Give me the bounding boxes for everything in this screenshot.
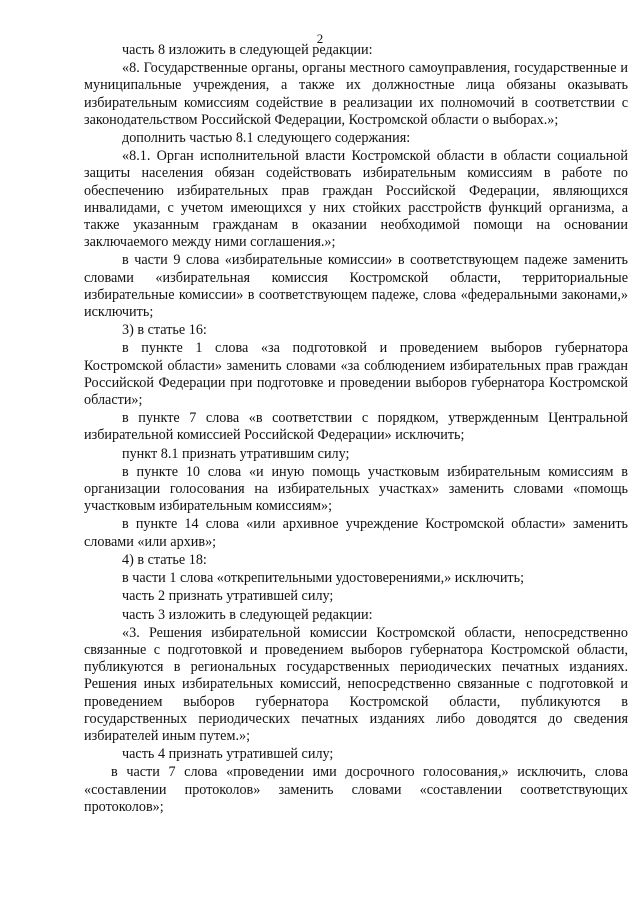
paragraph: 4) в статье 18: [122,551,207,568]
paragraph: «3. Решения избирательной комиссии Костромской области, непосредственно связанные с подготовкой и проведением выборов губернатора Костромской области, публикуются в региональных государственных периодических печатных изданиях. Решения иных избирательных комиссий, непосредственно связанные с подготовкой и проведением выборов губернатора Костромской области, публикуются в государственных периодических печатных изданиях либо доводятся до сведения избирателей иным путем.»; [84,624,628,744]
paragraph: 3) в статье 16: [122,322,207,339]
paragraph: пункт 8.1 признать утратившим силу; [122,445,350,462]
paragraph: в части 7 слова «проведении ими досрочного голосования,» исключить, слова «составлении протоколов» заменить словами «составлении соответствующих протоколов»; [84,764,628,815]
paragraph: в пункте 14 слова «или архивное учреждение Костромской области» заменить словами «или архив»; [84,516,628,550]
paragraph: в части 1 слова «открепительными удостоверениями,» исключить; [122,570,525,587]
paragraph: в пункте 1 слова «за подготовкой и проведением выборов губернатора Костромской области» заменить словами «за соблюдением избирательных прав граждан Российской Федерации при подготовке и проведении выборов губернатора Костромской области»; [84,340,628,409]
paragraph: «8.1. Орган исполнительной власти Костромской области в области социальной защиты населения обязан содействовать избирательным комиссиям в работе по обеспечению избирательных прав граждан Российской Федерации, являющихся инвалидами, с учетом имеющихся у них стойких расстройств функций организма, а также указанным гражданам в оказании необходимой помощи на основании заключаемого между ними соглашения.»; [84,148,628,251]
document-body [84,42,628,817]
paragraph: часть 2 признать утратившей силу; [122,588,334,605]
paragraph: часть 4 признать утратившей силу; [122,746,334,763]
page-number: 2 [316,31,324,46]
paragraph: часть 8 изложить в следующей редакции: [122,42,373,58]
paragraph: «8. Государственные органы, органы местного самоуправления, государственные и муниципальные учреждения, а также их должностные лица обязаны оказывать избирательным комиссиям содействие в реализации их полномочий в соответствии с законодательством Российской Федерации, Костромской области о выборах.»; [84,60,628,128]
paragraph: в части 9 слова «избирательные комиссии» в соответствующем падеже заменить словами «избирательная комиссия Костромской области, территориальные избирательные комиссии» в соответствующем падеже, слова «федеральными законами,» исключить; [84,252,628,321]
paragraph: часть 3 изложить в следующей редакции: [122,606,373,623]
paragraph: в пункте 10 слова «и иную помощь участковым избирательным комиссиям в организации голосования на избирательных участках» заменить словами «помощь участковым избирательным комиссиям»; [84,463,628,515]
paragraph: дополнить частью 8.1 следующего содержания: [122,130,411,147]
paragraph: в пункте 7 слова «в соответствии с порядком, утвержденным Центральной избирательной комиссией Российской Федерации» исключить; [84,410,628,444]
